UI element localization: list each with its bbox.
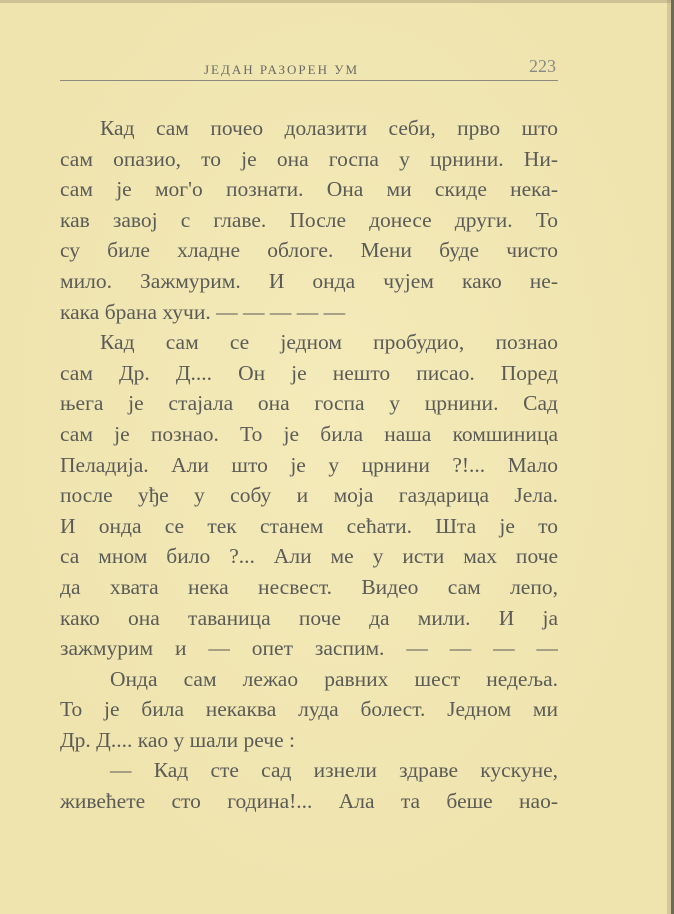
text-line: сам Др. Д.... Он је нешто писао. Поред — [60, 360, 558, 385]
running-head — [60, 56, 558, 82]
text-line: са мном било ?... Али ме у исти мах поче — [60, 544, 558, 569]
text-line: после уђе у собу и моја газдарица Јела. — [60, 483, 558, 508]
text-line: Кад сам почео долазити себи, прво што — [100, 116, 558, 140]
text-line: њега је стајала она госпа у црнини. Сад — [60, 391, 558, 416]
text-line: кака брана хучи. — — — — — — [60, 299, 346, 324]
text-line: сам опазио, то је она госпа у црнини. Ни- — [60, 146, 558, 171]
text-line: мило. Зажмурим. И онда чујем како не- — [60, 268, 558, 293]
text-line: То је била некаква луда болест. Једном ми — [60, 697, 558, 722]
text-line: сам је мог'о познати. Она ми скиде нека- — [60, 177, 558, 202]
text-line: — Кад сте сад изнели здраве кускуне, — [110, 758, 558, 783]
text-line: Кад сам се једном пробудио, познао — [100, 330, 558, 355]
text-line: живећете сто година!... Ала та беше нао- — [60, 789, 558, 814]
page-top-edge — [0, 0, 674, 3]
header-rule — [60, 80, 558, 81]
text-line: Пеладија. Али што је у црнини ?!... Мало — [60, 452, 558, 477]
text-line: су биле хладне облоге. Мени буде чисто — [60, 238, 558, 263]
text-line: И онда се тек станем сећати. Шта је то — [60, 513, 558, 538]
page-number: 223 — [529, 56, 556, 76]
text-line: Др. Д.... као у шали рече : — [60, 727, 295, 752]
text-line: зажмурим и — опет заспим. — — — — — [60, 636, 558, 661]
running-head-title: ЈЕДАН РАЗОРЕН УМ — [204, 62, 359, 77]
text-line: да хвата нека несвест. Видео сам лепо, — [60, 574, 558, 599]
text-line: како она таваница поче да мили. И ја — [60, 605, 558, 630]
text-line: кав завој с главе. После донесе други. То — [60, 207, 558, 232]
body-text — [60, 113, 558, 817]
text-line: сам је познао. То је била наша комшиница — [60, 421, 558, 446]
text-line: Онда сам лежао равних шест недеља. — [110, 666, 558, 691]
